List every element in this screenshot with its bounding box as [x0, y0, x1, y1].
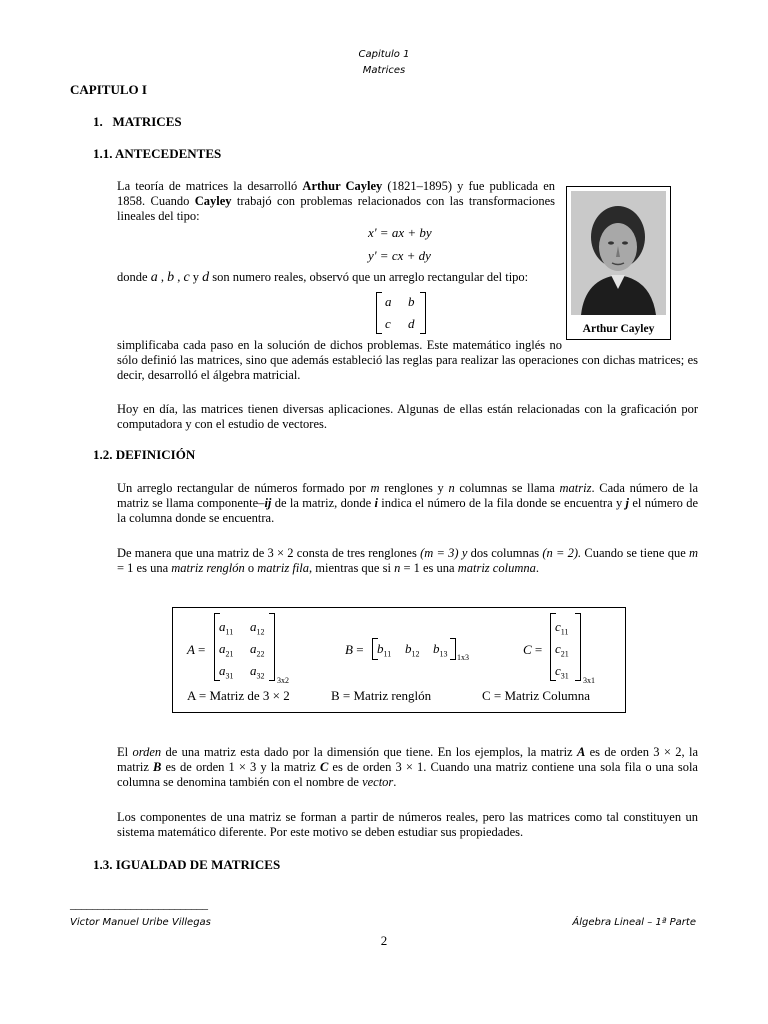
matrix-b-size: 1x3: [457, 653, 469, 662]
matrix-entry: b: [408, 294, 415, 309]
term-matriz-columna: matriz columna: [457, 561, 536, 575]
var-d: d: [202, 270, 210, 285]
text-run: ,: [157, 270, 168, 284]
subsection-heading-antecedentes: 1.1. ANTECEDENTES: [93, 146, 222, 161]
matrix-b-bracket-right: [450, 638, 456, 660]
matrix-a-entry: $a_{32}$: [250, 663, 265, 681]
paragraph-definicion: [117, 481, 698, 526]
var-n: n: [394, 561, 401, 575]
matrix-entry: c: [385, 316, 391, 331]
var-j: j: [625, 496, 630, 510]
term-vector: vector: [362, 775, 394, 789]
matrix-a-caption: A = Matriz de 3 × 2: [187, 688, 290, 703]
paragraph-history: [117, 179, 555, 224]
text-run: El: [117, 745, 133, 759]
matrix-c-name: [523, 642, 542, 657]
matrix-a-entry: $a_{21}$: [219, 641, 234, 659]
paragraph-componentes: Los componentes de una matriz se forman a partir de números reales, pero las matrices como tal constituyen un sistema matemático diferente. Por este motivo se deben estudiar sus propiedades.: [117, 810, 698, 839]
portrait-illustration: [571, 191, 666, 315]
text-run: = 1 es una: [400, 561, 458, 575]
text-run: dos columnas: [467, 546, 543, 560]
text-run: B: [345, 642, 353, 657]
section-heading-matrices: 1. MATRICES: [93, 114, 182, 129]
text-run: columnas se llama: [454, 481, 560, 495]
matrix-a-entry: $a_{22}$: [250, 641, 265, 659]
var-a: a: [150, 270, 158, 285]
text-run: Cuando se tiene que: [581, 546, 689, 560]
text-run: simplificaba cada paso en la solución de dichos problemas. Este matemático inglés no: [117, 338, 562, 352]
text-run: .: [535, 561, 539, 575]
term-matriz-fila: matriz fila: [257, 561, 310, 575]
text-run: De manera que una matriz de 3 × 2 consta de tres renglones: [117, 546, 421, 560]
page-number: 2: [380, 933, 388, 948]
term-orden: orden: [132, 745, 162, 759]
term-matriz: matriz: [559, 481, 592, 495]
paragraph-simplificaba: [117, 338, 698, 353]
name-cayley: Cayley: [194, 194, 232, 208]
text-run: es de orden 3 × 2, la matriz: [117, 745, 698, 774]
equation-y-prime: y' = cx + dy: [368, 248, 431, 263]
var-m: m: [370, 481, 380, 495]
var-A: A: [576, 745, 586, 759]
portrait-image: [571, 191, 666, 315]
matrix-b-entry: $b_{12}$: [405, 641, 420, 659]
matrix-a-size: 3x2: [277, 676, 289, 685]
equation-x-prime: x' = ax + by: [368, 225, 432, 240]
text-run: . Cada número de la matriz se llama componente–: [117, 481, 698, 510]
matrix-a-entry: $a_{31}$: [219, 663, 234, 681]
text-run: de una matriz esta dado por la dimensión que tiene. En los ejemplos, la matriz: [161, 745, 577, 759]
term-matriz-renglon: matriz renglón: [171, 561, 245, 575]
matrix-b-caption: B = Matriz renglón: [331, 688, 432, 703]
paragraph-donde: [117, 270, 562, 285]
var-ij: ij: [264, 496, 272, 510]
footer-book-title: Álgebra Lineal – 1ª Parte: [572, 917, 696, 928]
matrix-c-caption: C = Matriz Columna: [482, 688, 591, 703]
matrix-entry: a: [385, 294, 392, 309]
matrix-b-entry: $b_{13}$: [433, 641, 448, 659]
text-run: renglones y: [379, 481, 449, 495]
text-run: (1821–1895) y fue publicada en 1858. Cuando: [117, 179, 555, 208]
matrix-a-entry: $a_{11}$: [219, 619, 234, 637]
paragraph-orden: [117, 745, 698, 790]
matrix-c-bracket-right: [575, 613, 581, 681]
matrix-c-entry: $c_{31}$: [555, 663, 569, 681]
var-c: c: [183, 270, 190, 285]
text-run: o: [244, 561, 258, 575]
matrix-a-bracket-right: [269, 613, 275, 681]
matrix-b-name: [345, 642, 364, 657]
text-m3: (m = 3) y: [420, 546, 468, 560]
matrix-c-entry: $c_{21}$: [555, 641, 569, 659]
text-run: es de orden 1 × 3 y la matriz: [161, 760, 320, 774]
text-run: son numero reales, observó que un arreglo rectangular del tipo:: [209, 270, 529, 284]
portrait-figure: [566, 186, 671, 340]
footer-rule: _________________________: [70, 897, 208, 911]
text-n2: (n = 2).: [542, 546, 582, 560]
text-run: =: [197, 642, 206, 657]
small-matrix-abcd: [376, 292, 426, 334]
text-run: el número de la columna donde se encuentra.: [117, 496, 699, 525]
name-arthur-cayley: Arthur Cayley: [302, 179, 383, 193]
text-run: .: [393, 775, 397, 789]
matrix-c-size: 3x1: [583, 676, 595, 685]
text-run: indica el número de la fila donde se encuentra y: [377, 496, 626, 510]
var-C: C: [319, 760, 329, 774]
text-run: es de orden 3 × 1. Cuando una matriz contiene una sola fila o una sola columna se denomina también con el nombre de: [117, 760, 698, 789]
matrix-c-entry: $c_{11}$: [555, 619, 569, 637]
wrap-spacer: [117, 348, 562, 349]
text-run: , mientras que si: [309, 561, 395, 575]
text-run: Un arreglo rectangular de números formado por: [117, 481, 371, 495]
subsection-heading-definicion: 1.2. DEFINICIÓN: [93, 447, 196, 462]
bracket-left: [376, 292, 382, 334]
text-run: trabajó con problemas relacionados con las transformaciones lineales del tipo:: [117, 194, 555, 223]
text-run: = 1 es una: [117, 561, 172, 575]
var-i: i: [374, 496, 378, 510]
paragraph-simplificaba-rest: sólo definió las matrices, sino que además estableció las reglas para realizar las operaciones con dichas matrices; es decir, desarrolló el álgebra matricial.: [117, 353, 698, 382]
text-run: La teoría de matrices la desarrolló: [117, 179, 303, 193]
text-run: donde: [117, 270, 151, 284]
matrix-examples-box: [172, 607, 626, 713]
var-b: b: [167, 270, 175, 285]
text-run: =: [534, 642, 543, 657]
portrait-caption: Arthur Cayley: [582, 323, 655, 335]
text-run: y: [189, 270, 203, 284]
bracket-right: [420, 292, 426, 334]
running-header-topic: Matrices: [362, 65, 406, 76]
matrix-a-name: [187, 642, 205, 657]
var-n: n: [448, 481, 455, 495]
matrix-b-entry: $b_{11}$: [377, 641, 392, 659]
matrix-entry: d: [408, 316, 415, 331]
text-run: A: [187, 642, 195, 657]
paragraph-aplicaciones: Hoy en día, las matrices tienen diversas aplicaciones. Algunas de ellas están relacionadas con la graficación por computadora y con el estudio de vectores.: [117, 402, 698, 431]
paragraph-ejemplo-orden: [117, 546, 698, 576]
chapter-title: CAPITULO I: [70, 82, 147, 97]
footer-author: Victor Manuel Uribe Villegas: [70, 917, 211, 928]
var-B: B: [153, 760, 162, 774]
var-m: m: [688, 546, 699, 560]
text-run: C: [523, 642, 532, 657]
subsection-heading-igualdad: 1.3. IGUALDAD DE MATRICES: [93, 857, 281, 872]
text-run: ,: [174, 270, 184, 284]
matrix-a-entry: $a_{12}$: [250, 619, 265, 637]
text-run: =: [356, 642, 364, 657]
text-run: de la matriz, donde: [271, 496, 375, 510]
running-header-chapter: Capitulo 1: [358, 49, 410, 60]
